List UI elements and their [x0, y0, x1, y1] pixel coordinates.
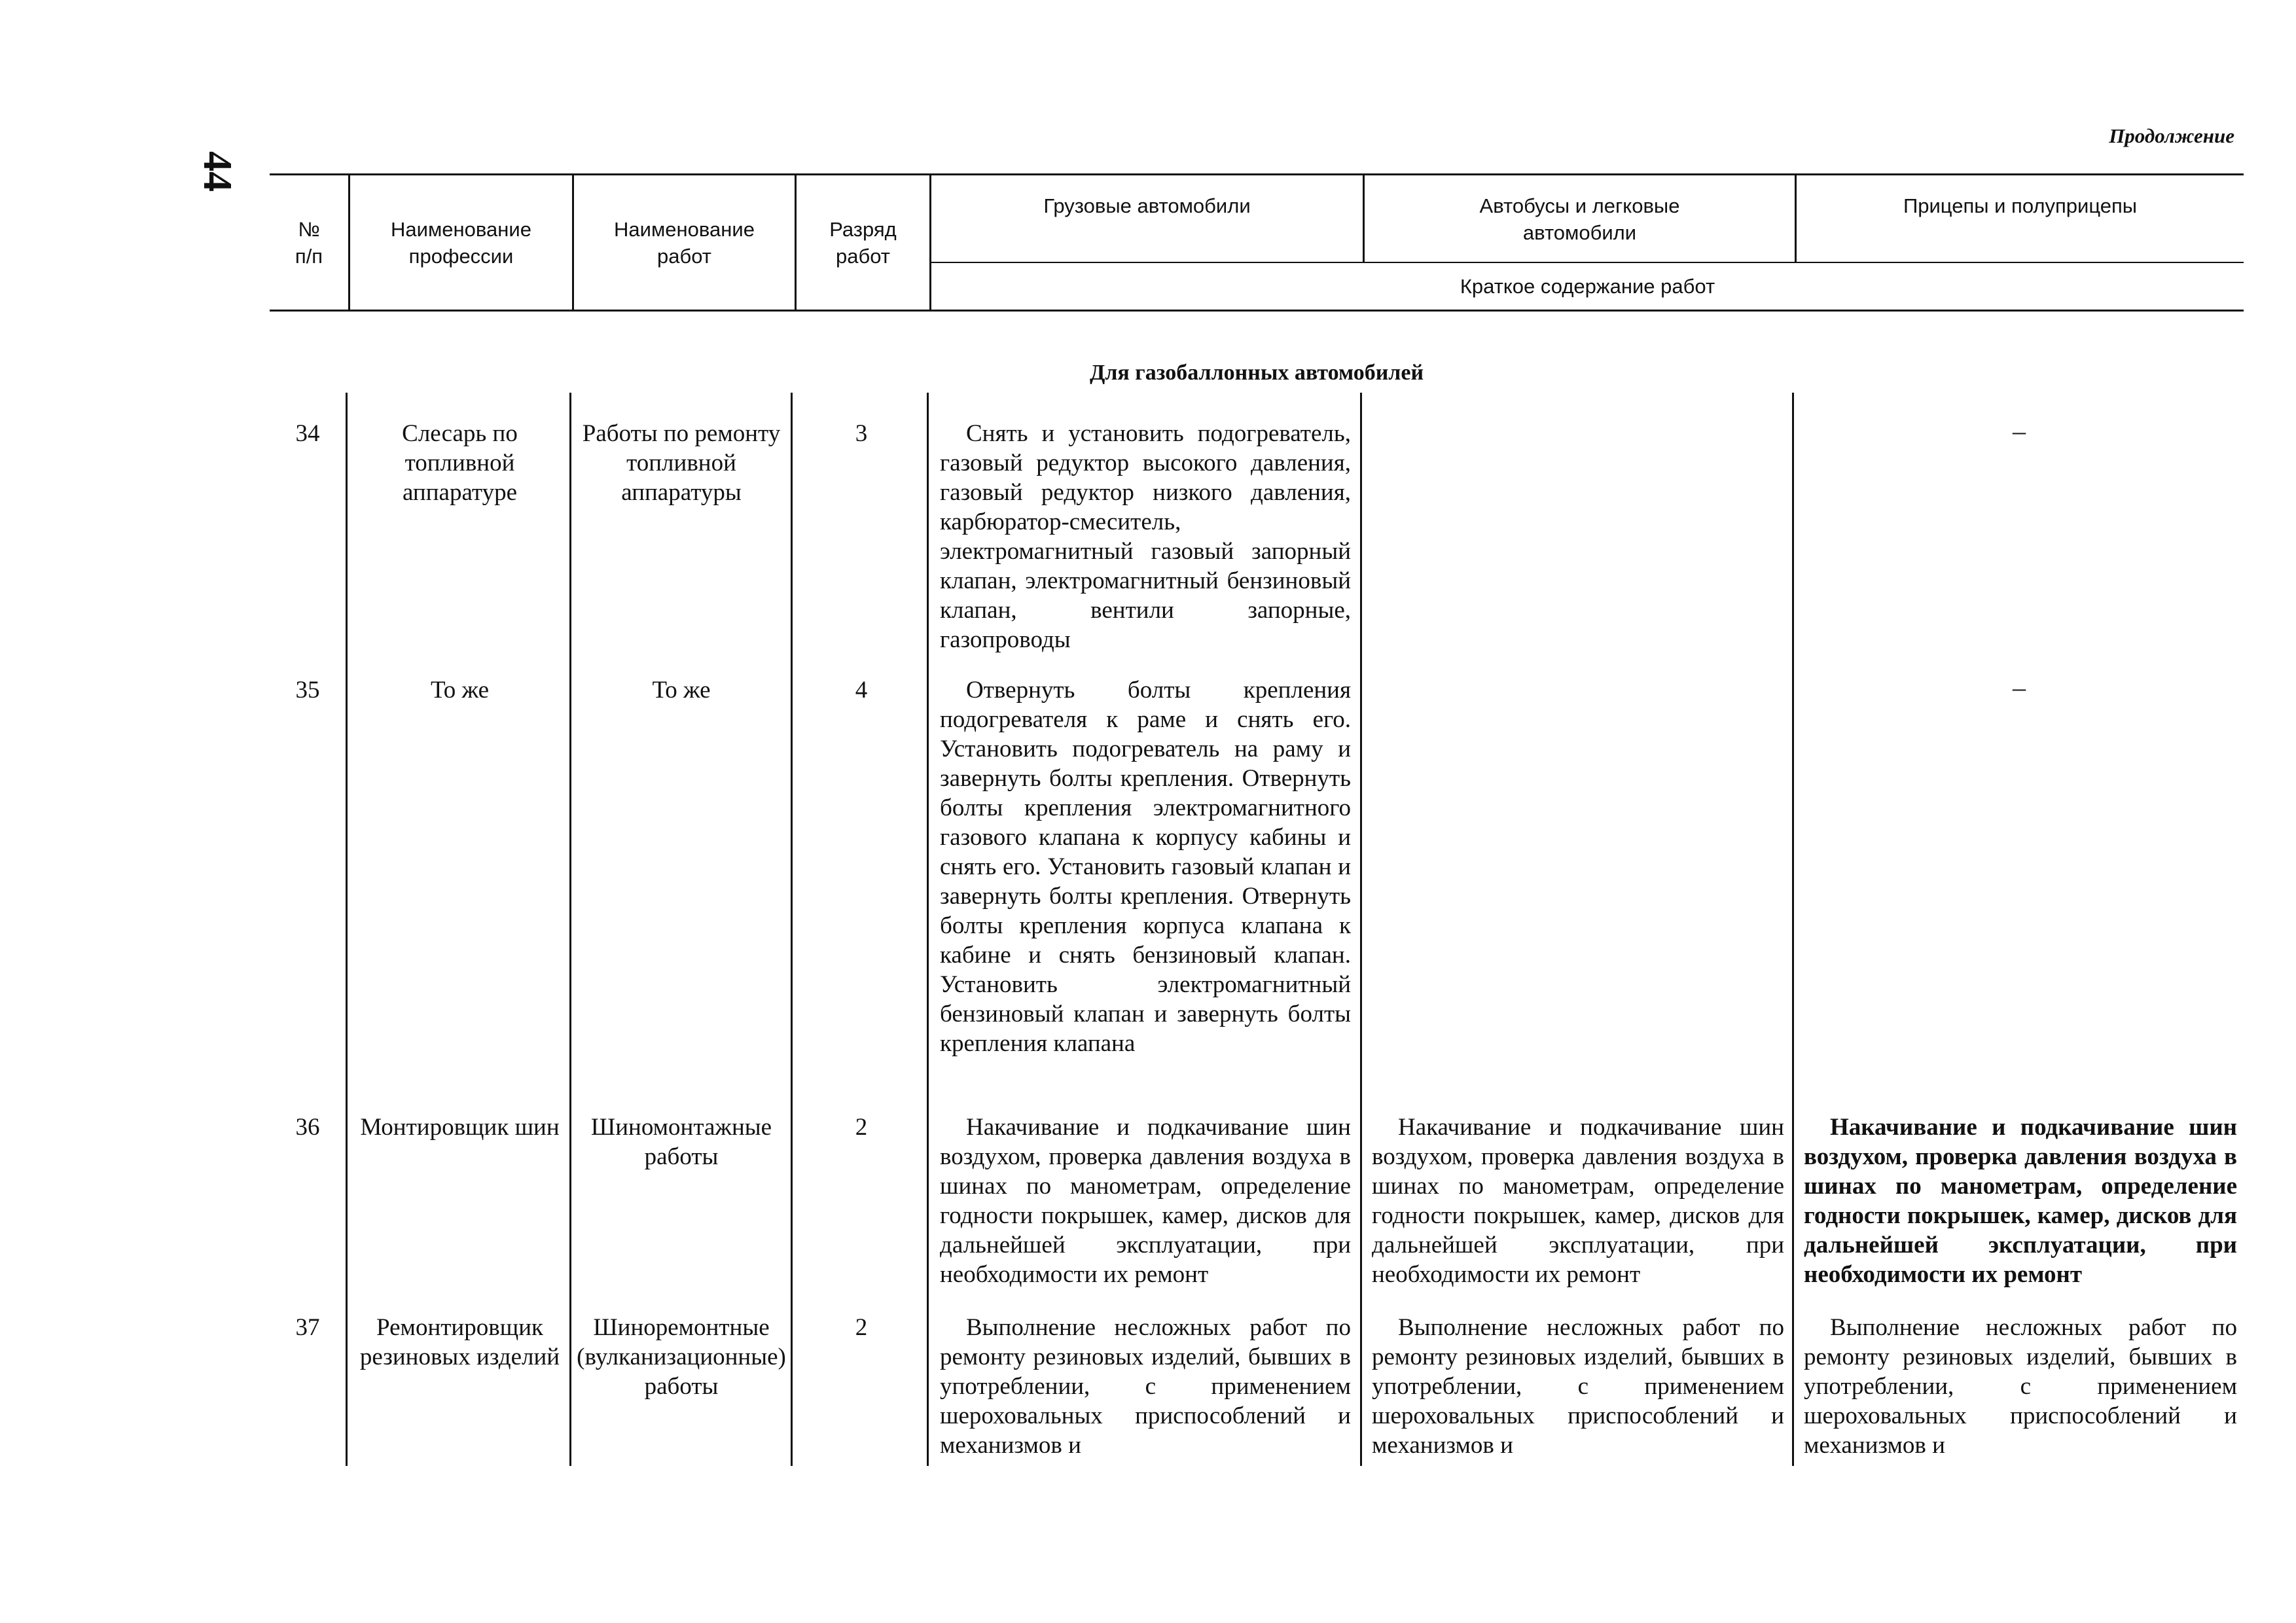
row-37-works: Шиноремонтные (вулканизационные) работы: [577, 1314, 786, 1400]
row-34-profession: Слесарь по топливной аппаратуре: [402, 420, 518, 506]
body-divider-6: [1792, 393, 1794, 1466]
body-divider-2: [569, 393, 571, 1466]
row-37-profession: Ремонтировщик резиновых изделий: [359, 1314, 560, 1370]
row-35-trucks: Отвернуть болты крепления подогревателя к раме и снять его. Установить подогреватель на раму и завернуть болты крепления. Отвернуть болты крепления электромагнитного газового клапана к корпусу кабины и снять его. Установить газовый клапан и завернуть болты крепления. Отвернуть болты крепления корпуса клапана к кабине и снять бензиновый клапан. Установить электромагнитный бензиновый клапан и завернуть болты крепления клапана: [940, 677, 1351, 1057]
header-num: № п/п: [295, 217, 323, 268]
row-36-profession: Монтировщик шин: [360, 1114, 560, 1141]
row-34-works: Работы по ремонту топливной аппаратуры: [582, 420, 781, 506]
row-34-trucks: Снять и установить подогреватель, газовый редуктор высокого давления, газовый редуктор низкого давления, карбюратор-смеситель, электромагнитный газовый запорный клапан, электромагнитный бензиновый клапан, вентили запорные, газопроводы: [940, 420, 1351, 653]
row-37-num: 37: [295, 1314, 320, 1341]
body-divider-3: [791, 393, 793, 1466]
row-35-profession: То же: [430, 677, 490, 704]
row-37-trucks: Выполнение несложных работ по ремонту резиновых изделий, бывших в употреблении, с применением шероховальных приспособлений и механизмов и: [940, 1314, 1351, 1459]
row-35-grade: 4: [855, 677, 868, 704]
row-36-buses: Накачивание и подкачивание шин воздухом, проверка давления воздуха в шинах по манометрам, определение годности покрышек, камер, дисков для дальнейшей эксплуатации, при необходимости их ремонт: [1372, 1114, 1784, 1288]
header-profession: Наименование профессии: [391, 217, 531, 268]
header-summary: Краткое содержание работ: [1460, 275, 1715, 298]
body-divider-5: [1360, 393, 1362, 1466]
row-34-grade: 3: [855, 420, 868, 447]
header-works: Наименование работ: [614, 217, 755, 268]
header-buses: Автобусы и легковые автомобили: [1479, 194, 1680, 244]
body-divider-4: [927, 393, 929, 1466]
row-34-num: 34: [295, 420, 320, 447]
row-36-works: Шиномонтажные работы: [590, 1114, 772, 1170]
header-trailers: Прицепы и полуприцепы: [1903, 194, 2138, 217]
row-35-num: 35: [295, 677, 320, 704]
row-36-trucks: Накачивание и подкачивание шин воздухом, проверка давления воздуха в шинах по манометрам, определение годности покрышек, камер, дисков для дальнейшей эксплуатации, при необходимости их ремонт: [940, 1114, 1351, 1288]
continuation-label: Продолжение: [2109, 124, 2234, 147]
row-36-trailers: Накачивание и подкачивание шин воздухом, проверка давления воздуха в шинах по манометрам, определение годности покрышек, камер, дисков для дальнейшей эксплуатации, при необходимости их ремонт: [1804, 1114, 2237, 1288]
page-number: 44: [195, 151, 240, 192]
row-34-trailers: –: [2013, 416, 2026, 446]
section-title: Для газобаллонных автомобилей: [1089, 361, 1424, 385]
header-grade: Разряд работ: [829, 217, 897, 268]
row-37-buses: Выполнение несложных работ по ремонту резиновых изделий, бывших в употреблении, с применением шероховальных приспособлений и механизмов и: [1372, 1314, 1784, 1459]
row-35-works: То же: [652, 677, 711, 704]
body-divider-1: [346, 393, 348, 1466]
row-35-trailers: –: [2013, 673, 2026, 702]
row-37-grade: 2: [855, 1314, 868, 1341]
header-trucks: Грузовые автомобили: [1043, 194, 1251, 217]
row-36-grade: 2: [855, 1114, 868, 1141]
row-36-num: 36: [295, 1114, 320, 1141]
row-37-trailers: Выполнение несложных работ по ремонту резиновых изделий, бывших в употреблении, с применением шероховальных приспособлений и механизмов и: [1804, 1314, 2237, 1459]
header-bottom-rule: [270, 310, 2244, 312]
